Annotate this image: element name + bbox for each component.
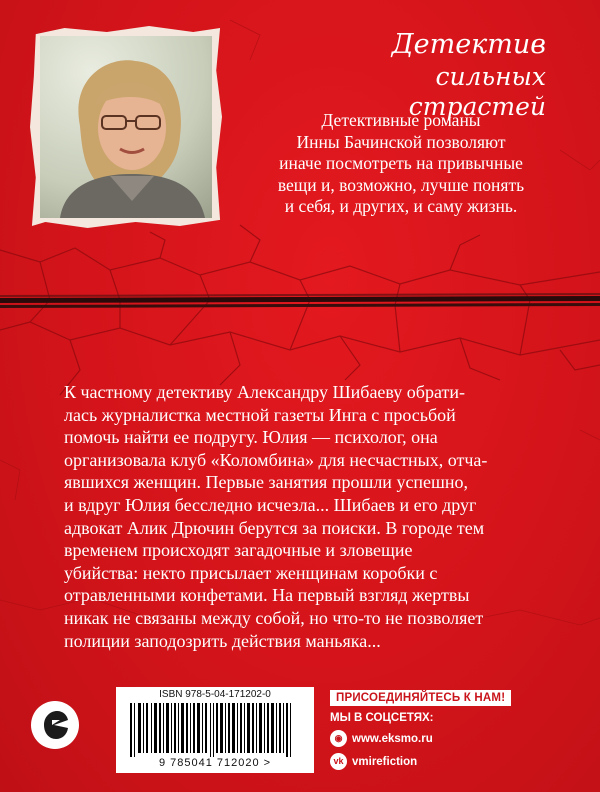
series-title-line1: Детектив <box>391 29 546 60</box>
blurb-line: лась журналистка местной газеты Инга с просьбой <box>64 404 456 425</box>
website-line[interactable] <box>330 730 570 747</box>
blurb-line: временем происходят загадочные и зловещие <box>64 540 413 561</box>
intro-line: Инны Бачинской позволяют <box>296 131 506 152</box>
vk-text[interactable]: vmirefiction <box>352 755 418 768</box>
blurb-line: адвокат Алик Дрючин берутся за поиски. В городе тем <box>64 517 485 538</box>
barcode-block <box>116 687 314 773</box>
socials-label-text: МЫ В СОЦСЕТЯХ: <box>330 712 434 724</box>
blurb-line: организовала клуб «Коломбина» для несчастных, отча- <box>64 449 488 470</box>
blurb-line: явшихся женщин. Первые занятия прошли успешно, <box>64 472 469 493</box>
barcode-bars <box>130 703 300 757</box>
intro-line: Детективные романы <box>321 110 481 130</box>
blurb-line: и вдруг Юлия бесследно исчезла... Шибаев и его друг <box>64 494 477 515</box>
blurb-line: убийства: некто присылает женщинам коробки с <box>64 562 438 583</box>
intro-line: иначе посмотреть на привычные <box>279 153 523 173</box>
blurb-line: К частному детективу Александру Шибаеву обрати- <box>64 382 465 402</box>
vk-icon: vk <box>330 753 347 770</box>
divider-band <box>0 292 600 312</box>
website-text[interactable]: www.eksmo.ru <box>352 732 433 745</box>
blurb-line: помочь найти ее подругу. Юлия — психолог, она <box>64 427 438 448</box>
book-blurb <box>64 381 554 652</box>
vk-line[interactable] <box>330 753 570 770</box>
blurb-line: никак не связаны между собой, но что-то не позволяет <box>64 607 484 628</box>
intro-line: вещи и, возможно, лучше понять <box>277 174 525 195</box>
author-photo-frame <box>30 26 222 228</box>
series-title <box>346 28 546 122</box>
author-intro <box>236 110 566 218</box>
eksmo-logo-icon <box>30 700 80 750</box>
intro-line: и себя, и других, и саму жизнь. <box>284 196 518 216</box>
social-block <box>330 688 570 770</box>
blurb-line: полиции заподозрить действия маньяка... <box>64 630 381 651</box>
join-us-label: ПРИСОЕДИНЯЙТЕСЬ К НАМ! <box>330 690 511 706</box>
isbn-text: ISBN 978-5-04-171202-0 <box>159 689 271 700</box>
series-title-line2: сильных страстей <box>408 62 546 121</box>
socials-label <box>330 712 570 724</box>
barcode-number: 9 785041 712020 > <box>158 757 272 769</box>
globe-icon: ◉ <box>330 730 347 747</box>
blurb-line: отравленными конфетами. На первый взгляд жертвы <box>64 585 470 606</box>
author-photo <box>40 36 212 218</box>
